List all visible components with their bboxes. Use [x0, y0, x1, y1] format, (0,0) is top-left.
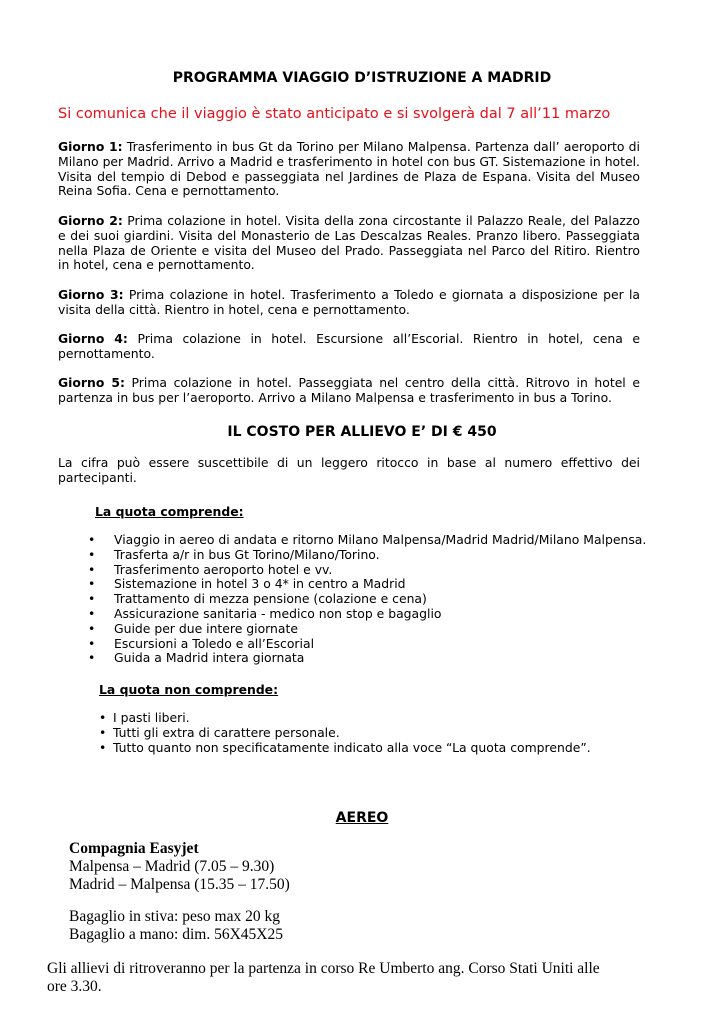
day-2-label: Giorno 2: [58, 213, 123, 228]
includes-item: • Assicurazione sanitaria - medico non stop e bagaglio [88, 605, 442, 621]
excludes-item: • Tutti gli extra di carattere personale. [99, 724, 340, 740]
day-5-label: Giorno 5: [58, 375, 125, 390]
day-1-label: Giorno 1: [58, 139, 123, 154]
cost-note: La cifra può essere suscettibile di un leggero ritocco in base al numero effettivo dei partecipanti. [58, 455, 640, 485]
bullet-icon: • [88, 591, 96, 607]
document-title: PROGRAMMA VIAGGIO D’ISTRUZIONE A MADRID [172, 70, 552, 86]
includes-item: • Guide per due intere giornate [88, 620, 298, 636]
day-3-label: Giorno 3: [58, 287, 124, 302]
day-3-text: Prima colazione in hotel. Trasferimento a Toledo e giornata a disposizione per la visita della città. Rientro in hotel, cena e pernottamento. [58, 287, 641, 317]
day-1-text: Trasferimento in bus Gt da Torino per Milano Malpensa. Partenza dall’ aeroporto di Milano per Madrid. Arrivo a Madrid e trasferimento in hotel con bus GT. Sistemazione in hotel. Visita del tempio di Debod e passeggiata nel Jardines de Plaza de Espana. Visita del Museo Reina Sofia. Cena e pernottamento. [58, 139, 640, 199]
bullet-icon: • [88, 532, 96, 547]
includes-item: • Escursioni a Toledo e all’Escorial [88, 635, 315, 651]
excludes-title: La quota non comprende: [99, 682, 279, 697]
hand-baggage: Bagaglio a mano: dim. 56X45X25 [69, 926, 283, 943]
excludes-item: • I pasti liberi. [99, 710, 190, 725]
bullet-icon: • [88, 561, 96, 577]
includes-item: • Trattamento di mezza pensione (colazione e cena) [88, 591, 427, 607]
return-flight: Madrid – Malpensa (15.35 – 17.50) [69, 876, 290, 893]
bullet-icon: • [99, 724, 107, 740]
day-2-paragraph [58, 214, 640, 273]
day-4-text: Prima colazione in hotel. Escursione all’Escorial. Rientro in hotel, cena e pernottamento. [58, 331, 640, 361]
excludes-item: • Tutto quanto non specificatamente indicato alla voce “La quota comprende”. [99, 739, 591, 755]
meeting-note: Gli allievi di ritroveranno per la partenza in corso Re Umberto ang. Corso Stati Uniti alle ore 3.30. [47, 960, 600, 995]
includes-item: • Trasferimento aeroporto hotel e vv. [88, 561, 333, 577]
bullet-icon: • [99, 710, 107, 725]
bullet-icon: • [88, 546, 96, 562]
includes-item: • Viaggio in aereo di andata e ritorno Milano Malpensa/Madrid Madrid/Milano Malpensa. [88, 532, 647, 547]
day-2-text: Prima colazione in hotel. Visita della zona circostante il Palazzo Reale, del Palazzo e dei suoi giardini. Visita del Monasterio de Las Descalzas Reales. Pranzo libero. Passeggiata nella Plaza de Oriente e visita del Museo del Prado. Passeggiata nel Parco del Ritiro. Rientro in hotel, cena e pernottamento. [58, 213, 641, 273]
day-3-paragraph [58, 288, 640, 318]
bullet-icon: • [88, 620, 96, 636]
bullet-icon: • [88, 605, 96, 621]
cost-heading: IL COSTO PER ALLIEVO E’ DI € 450 [227, 424, 497, 440]
day-4-label: Giorno 4: [58, 331, 128, 346]
hold-baggage: Bagaglio in stiva: peso max 20 kg [69, 908, 280, 925]
bullet-icon: • [88, 650, 96, 666]
includes-title: La quota comprende: [95, 504, 244, 519]
date-change-notice: Si comunica che il viaggio è stato anticipato e si svolgerà dal 7 all’11 marzo [58, 106, 611, 122]
includes-item: • Guida a Madrid intera giornata [88, 650, 305, 666]
airline-name: Compagnia Easyjet [69, 840, 199, 857]
bullet-icon: • [99, 739, 107, 755]
bullet-icon: • [88, 635, 96, 651]
day-4-paragraph [58, 332, 640, 362]
day-1-paragraph [58, 140, 640, 199]
includes-item: • Trasferta a/r in bus Gt Torino/Milano/Torino. [88, 546, 380, 562]
day-5-paragraph [58, 376, 640, 406]
outbound-flight: Malpensa – Madrid (7.05 – 9.30) [69, 858, 275, 875]
bullet-icon: • [88, 576, 96, 592]
excludes-list [99, 711, 591, 755]
includes-item: • Sistemazione in hotel 3 o 4* in centro a Madrid [88, 576, 406, 592]
day-5-text: Prima colazione in hotel. Passeggiata nel centro della città. Ritrovo in hotel e partenza in bus per l’aeroporto. Arrivo a Milano Malpensa e trasferimento in bus a Torino. [58, 375, 640, 405]
includes-list [88, 533, 646, 666]
flight-heading: AEREO [335, 810, 389, 826]
